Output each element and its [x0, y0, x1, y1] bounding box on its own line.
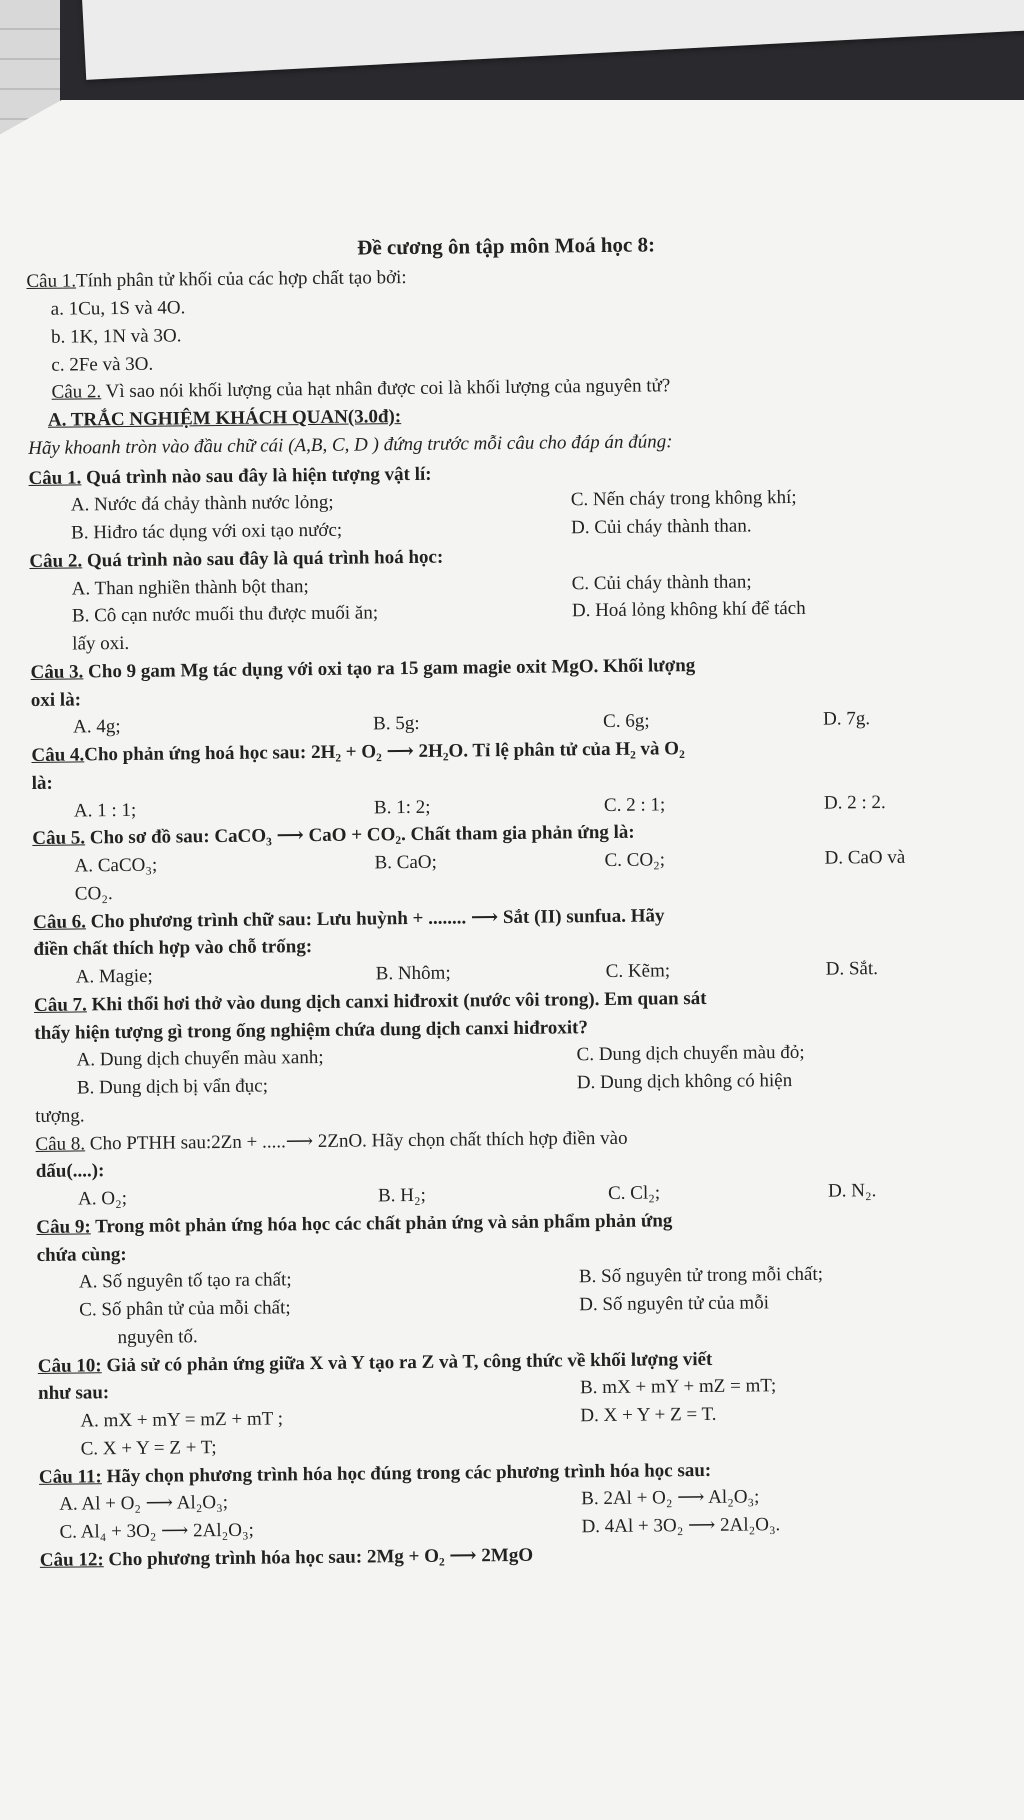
option-b: B. 1: 2; — [373, 796, 431, 818]
option-d: D. 4Al + 3O₂ ⟶ 2Al₂O₃. — [581, 1514, 781, 1538]
option-a: A. Nước đá chảy thành nước lỏng; — [70, 492, 334, 516]
question-text-continued: như sau: — [37, 1382, 110, 1405]
question-label: Câu 5. — [32, 827, 86, 850]
section-heading: A. TRẮC NGHIỆM KHÁCH QUAN(3.0đ): — [47, 406, 402, 431]
option-a: A. Than nghiền thành bột than; — [71, 575, 309, 600]
question-label: Câu 10: — [37, 1354, 102, 1377]
option-d: D. Dung dịch không có hiện — [576, 1070, 793, 1094]
option-d: D. Số nguyên tử của mỗi — [579, 1292, 770, 1316]
background-paper — [80, 0, 1024, 80]
option-b: B. H₂; — [377, 1184, 426, 1207]
question-text: Giả sử có phản ứng giữa X và Y tạo ra Z và T, công thức về khối lượng viết — [101, 1348, 713, 1376]
option-c: C. 2 : 1; — [603, 793, 666, 816]
intro-option-a: a. 1Cu, 1S và 4O. — [50, 297, 186, 320]
option-a: A. O₂; — [77, 1187, 128, 1210]
option-d: D. 2 : 2. — [823, 791, 886, 814]
option-c: C. CO₂; — [604, 849, 666, 871]
question-label: Câu 2. — [51, 381, 102, 403]
question-label: Câu 7. — [33, 994, 87, 1016]
option-c: C. Kẽm; — [605, 960, 671, 982]
option-d-continued: lấy oxi. — [72, 632, 130, 655]
question-label: Câu 1. — [28, 466, 82, 489]
option-d: D. Củi cháy thành than. — [570, 515, 752, 539]
option-b: B. Nhôm; — [375, 962, 451, 985]
question-text: Tính phân tử khối của các hợp chất tạo bởi: — [75, 267, 407, 292]
question-text: Vì sao nói khối lượng của hạt nhân được coi là khối lượng của nguyên tử? — [101, 375, 671, 403]
document-content — [26, 228, 1000, 1576]
option-d: D. Sắt. — [825, 958, 879, 980]
option-c: C. X + Y = Z + T; — [80, 1436, 217, 1460]
option-a: A. CaCO₃; — [74, 854, 158, 877]
option-a: A. 1 : 1; — [73, 799, 137, 822]
intro-option-b: b. 1K, 1N và 3O. — [50, 325, 182, 348]
option-b: B. Cô cạn nước muối thu được muối ăn; — [71, 602, 379, 627]
question-label: Câu 12: — [39, 1549, 104, 1571]
option-d-continued: CO₂. — [74, 882, 113, 905]
question-text: Trong môt phản ứng hóa học các chất phản ứng và sản phẩm phản ứng — [90, 1210, 673, 1238]
option-a: A. 4g; — [73, 716, 121, 738]
option-b: B. Dung dịch bị vẩn đục; — [76, 1075, 269, 1099]
option-d: D. Hoá lỏng không khí để tách — [571, 598, 806, 622]
question-text: Cho PTHH sau:2Zn + .....⟶ 2ZnO. Hãy chọn chất thích hợp điền vào — [84, 1127, 628, 1154]
option-d-continued: nguyên tố. — [117, 1326, 198, 1348]
question-text-continued: là: — [31, 772, 53, 794]
question-label: Câu 4. — [31, 744, 85, 766]
question-text: Cho phương trình chữ sau: Lưu huỳnh + ........ ⟶ Sắt (II) sunfua. Hãy — [85, 904, 665, 932]
question-label: Câu 6. — [33, 910, 87, 933]
question-text-continued: chứa cùng: — [36, 1243, 127, 1266]
option-c: C. Cl₂; — [607, 1182, 661, 1204]
question-text: Cho phương trình hóa học sau: 2Mg + O₂ ⟶ 2MgO — [103, 1544, 534, 1571]
question-text: Cho phản ứng hoá học sau: 2H₂ + O₂ ⟶ 2H₂O. Tỉ lệ phân tử của H₂ và O₂ — [84, 738, 685, 766]
question-label: Câu 11: — [38, 1465, 102, 1488]
intro-option-c: c. 2Fe và 3O. — [51, 353, 154, 376]
option-a: A. Al + O₂ ⟶ Al₂O₃; — [59, 1492, 229, 1515]
option-d-continued: tượng. — [35, 1105, 85, 1127]
option-a: A. Dung dịch chuyển màu xanh; — [76, 1047, 324, 1071]
question-label: Câu 2. — [29, 550, 83, 572]
option-b: B. mX + mY + mZ = mT; — [579, 1375, 777, 1399]
question-text: Quá trình nào sau đây là quá trình hoá học: — [82, 546, 444, 572]
option-b: B. Hiđro tác dụng với oxi tạo nước; — [70, 519, 343, 544]
question-label: Câu 3. — [30, 661, 84, 683]
instruction-text: Hãy khoanh tròn vào đầu chữ cái (A,B, C, D ) đứng trước mỗi câu cho đáp án đúng: — [28, 430, 673, 459]
option-b: B. Số nguyên tử trong mỗi chất; — [578, 1263, 824, 1288]
question-12 — [40, 1539, 1000, 1573]
option-c: C. Số phân tử của mỗi chất; — [79, 1297, 291, 1321]
option-b: B. 2Al + O₂ ⟶ Al₂O₃; — [581, 1486, 760, 1510]
option-c: C. Nến cháy trong không khí; — [570, 487, 797, 511]
question-label: Câu 1. — [26, 270, 77, 293]
question-text: Cho 9 gam Mg tác dụng với oxi tạo ra 15 gam magie oxit MgO. Khối lượng — [83, 654, 696, 683]
option-d: D. 7g. — [822, 708, 871, 730]
option-d: D. CaO và — [824, 846, 906, 869]
question-label: Câu 9: — [36, 1216, 91, 1238]
question-text: Khi thổi hơi thở vào dung dịch canxi hiđroxit (nước vôi trong). Em quan sát — [86, 987, 707, 1016]
option-a: A. mX + mY = mZ + mT ; — [80, 1408, 284, 1432]
option-c: C. Al₄ + 3O₂ ⟶ 2Al₂O₃; — [59, 1519, 254, 1543]
option-b: B. CaO; — [374, 851, 437, 874]
question-text-continued: điền chất thích hợp vào chỗ trống: — [33, 936, 313, 961]
question-text-continued: oxi là: — [30, 688, 82, 711]
option-c: C. 6g; — [602, 710, 650, 733]
option-c: C. Củi cháy thành than; — [571, 570, 752, 594]
option-a: A. Magie; — [75, 965, 153, 988]
question-label: Câu 8. — [35, 1132, 86, 1155]
option-d: D. N₂. — [827, 1180, 877, 1202]
question-text: Quá trình nào sau đây là hiện tượng vật lí: — [81, 463, 432, 488]
option-b: B. 5g: — [372, 713, 420, 735]
option-c: C. Dung dịch chuyển màu đỏ; — [576, 1042, 805, 1066]
question-text-continued: thấy hiện tượng gì trong ống nghiệm chứa dung dịch canxi hiđroxit? — [34, 1016, 589, 1044]
page-title: Đề cương ôn tập môn Moá học 8: — [357, 232, 656, 260]
question-text-continued: dấu(....): — [35, 1160, 105, 1183]
option-a: A. Số nguyên tố tạo ra chất; — [78, 1269, 292, 1293]
option-d: D. X + Y + Z = T. — [580, 1403, 717, 1427]
question-text: Cho sơ đồ sau: CaCO₃ ⟶ CaO + CO₂. Chất tham gia phản ứng là: — [84, 821, 635, 849]
question-text: Hãy chọn phương trình hóa học đúng trong các phương trình hóa học sau: — [101, 1459, 712, 1487]
